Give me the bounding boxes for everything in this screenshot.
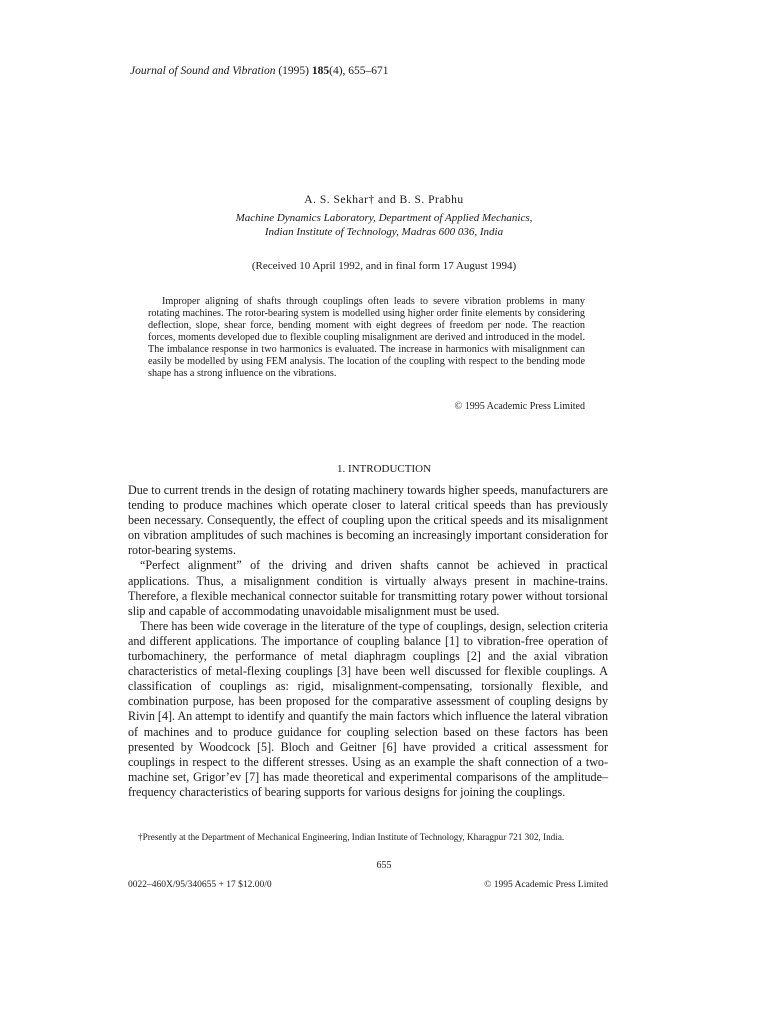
article-code: 0022–460X/95/340655 + 17 $12.00/0 [128,880,272,890]
received-dates: (Received 10 April 1992, and in final form 17 August 1994) [251,260,517,272]
paragraph-3: There has been wide coverage in the literature of the type of couplings, design, selection criteria and different applications. The importance of coupling balance [1] to vibration-free operation of turbomachinery, the performance of metal diaphragm couplings [2] and the axial vibration characteristics of metal-flexing couplings [3] have been well discussed for flexible couplings. A classification of couplings as: rigid, misalignment-compensating, torsionally flexible, and combination purpose, has been proposed for the comparative assessment of coupling designs by Rivin [4]. An attempt to identify and quantify the main factors which influence the lateral vibration of machines and to produce guidance for coupling selection based on these factors has been presented by Woodcock [5]. Bloch and Geitner [6] have provided a critical assessment for couplings in respect to the different stresses. Using as an example the shaft connection of a two-machine set, Grigor’ev [7] has made theoretical and experimental comparisons of the amplitude–frequency characteristics of bearing supports for various designs for joining the couplings. [128,618,608,799]
footnote: †Presently at the Department of Mechanical Engineering, Indian Institute of Technology, Kharagpur 721 302, India. [138,832,565,842]
affiliation [0,211,768,239]
journal-volume: 185 [311,65,330,77]
paragraph-2: “Perfect alignment” of the driving and driven shafts cannot be achieved in practical applications. Thus, a misalignment condition is virtually always present in machine-trains. Therefore, a flexible mechanical connector suitable for transmitting rotary power without torsional slip and capable of accommodating unavoidable misalignment must be used. [128,558,608,618]
affiliation-line-1: Machine Dynamics Laboratory, Department of Applied Mechanics, [235,212,533,224]
section-heading: 1. INTRODUCTION [336,463,432,475]
introduction-body [128,483,608,800]
page-number: 655 [376,860,392,871]
authors: A. S. Sekhar† and B. S. Prabhu [304,194,464,206]
journal-name: Journal of Sound and Vibration [130,65,276,77]
abstract: Improper aligning of shafts through couplings often leads to severe vibration problems in many rotating machines. The rotor-bearing system is modelled using higher order finite elements by considering deflection, slope, shear force, bending moment with eight degrees of freedom per node. The reaction forces, moments developed due to flexible coupling misalignment are derived and introduced in the model. The imbalance response in two harmonics is evaluated. The increase in harmonics with misalignment can easily be modelled by using FEM analysis. The location of the coupling with respect to the bending mode shape has a strong influence on the vibrations. [148,296,585,379]
affiliation-line-2: Indian Institute of Technology, Madras 600 036, India [264,226,504,238]
abstract-copyright: © 1995 Academic Press Limited [454,401,585,412]
paragraph-1: Due to current trends in the design of rotating machinery towards higher speeds, manufacturers are tending to produce machines which operate closer to lateral critical speeds than has previously been necessary. Consequently, the effect of coupling upon the critical speeds and its misalignment on vibration amplitudes of such machines is becoming an increasingly important consideration for rotor-bearing systems. [128,483,608,558]
footer-copyright: © 1995 Academic Press Limited [484,880,608,890]
journal-citation [130,65,389,77]
journal-issue-pages: (4), 655–671 [329,65,389,77]
journal-year: (1995) [278,65,309,77]
